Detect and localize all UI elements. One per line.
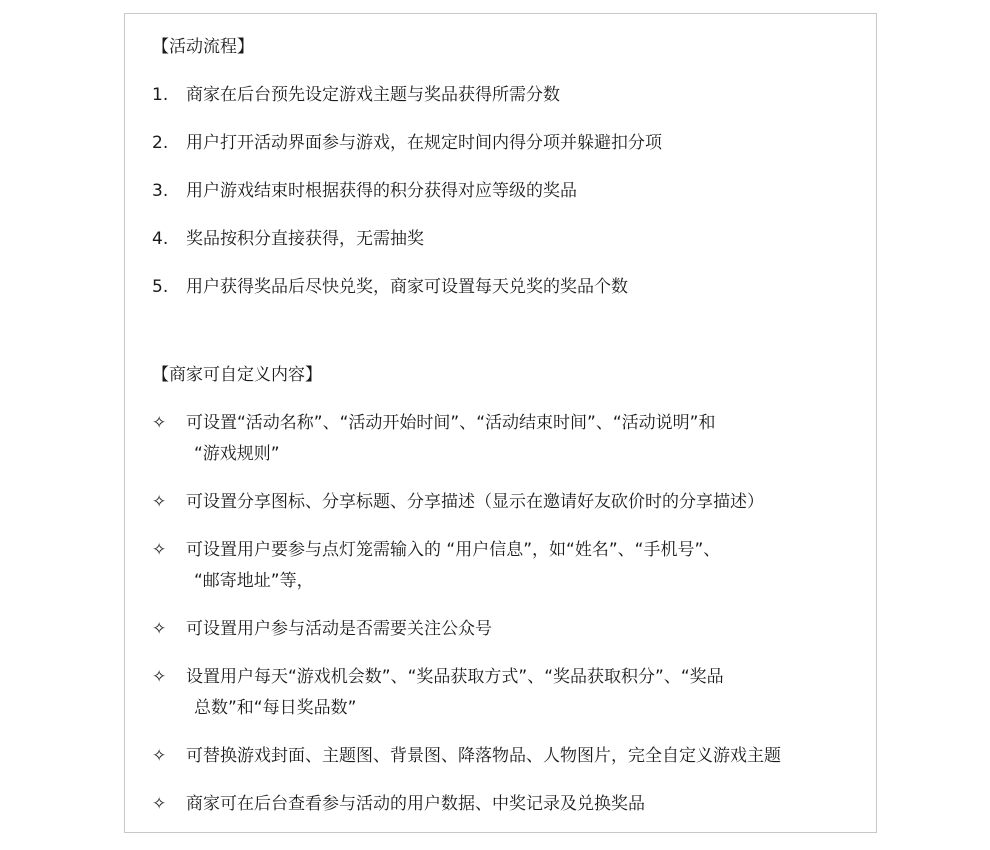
custom-item-4 — [152, 614, 842, 645]
flow-item-2 — [152, 128, 842, 159]
list-number: 5. — [152, 277, 169, 297]
custom-item-2 — [152, 487, 842, 518]
flow-item-3 — [152, 176, 842, 207]
diamond-bullet-icon: ✧ — [152, 619, 167, 639]
custom-item-5 — [152, 662, 842, 724]
diamond-bullet-icon: ✧ — [152, 413, 167, 433]
custom-item-text-line1: 设置用户每天“游戏机会数”、“奖品获取方式”、“奖品获取积分”、“奖品 — [186, 667, 724, 687]
flow-item-text: 商家在后台预先设定游戏主题与奖品获得所需分数 — [186, 85, 560, 105]
custom-item-text-line1: 可设置分享图标、分享标题、分享描述（显示在邀请好友砍价时的分享描述） — [186, 492, 764, 512]
flow-item-4 — [152, 224, 842, 255]
list-number: 1. — [152, 85, 169, 105]
custom-item-3 — [152, 535, 842, 597]
flow-item-text: 用户打开活动界面参与游戏，在规定时间内得分项并躲避扣分项 — [186, 133, 662, 153]
list-number: 2. — [152, 133, 169, 153]
flow-section-title: 【活动流程】 — [152, 37, 254, 57]
custom-item-text-line1: 可设置用户参与活动是否需要关注公众号 — [186, 619, 492, 639]
flow-item-text: 用户获得奖品后尽快兑奖，商家可设置每天兑奖的奖品个数 — [186, 277, 628, 297]
custom-item-text-line2: “游戏规则” — [194, 444, 280, 464]
custom-item-text-line2: “邮寄地址”等， — [194, 571, 314, 591]
list-number: 4. — [152, 229, 169, 249]
diamond-bullet-icon: ✧ — [152, 794, 167, 814]
diamond-bullet-icon: ✧ — [152, 492, 167, 512]
flow-item-text: 用户游戏结束时根据获得的积分获得对应等级的奖品 — [186, 181, 577, 201]
flow-item-5 — [152, 272, 842, 303]
diamond-bullet-icon: ✧ — [152, 667, 167, 687]
custom-item-text-line1: 可替换游戏封面、主题图、背景图、降落物品、人物图片，完全自定义游戏主题 — [186, 746, 781, 766]
list-number: 3. — [152, 181, 169, 201]
custom-item-6 — [152, 741, 842, 772]
custom-item-text-line1: 商家可在后台查看参与活动的用户数据、中奖记录及兑换奖品 — [186, 794, 645, 814]
flow-item-text: 奖品按积分直接获得，无需抽奖 — [186, 229, 424, 249]
custom-item-7 — [152, 789, 842, 820]
custom-item-text-line1: 可设置用户要参与点灯笼需输入的 “用户信息”，如“姓名”、“手机号”、 — [186, 540, 721, 560]
flow-item-1 — [152, 80, 842, 111]
custom-item-1 — [152, 408, 842, 470]
custom-item-text-line2: 总数”和“每日奖品数” — [194, 698, 357, 718]
custom-section-title: 【商家可自定义内容】 — [152, 365, 322, 385]
diamond-bullet-icon: ✧ — [152, 540, 167, 560]
diamond-bullet-icon: ✧ — [152, 746, 167, 766]
custom-item-text-line1: 可设置“活动名称”、“活动开始时间”、“活动结束时间”、“活动说明”和 — [186, 413, 716, 433]
